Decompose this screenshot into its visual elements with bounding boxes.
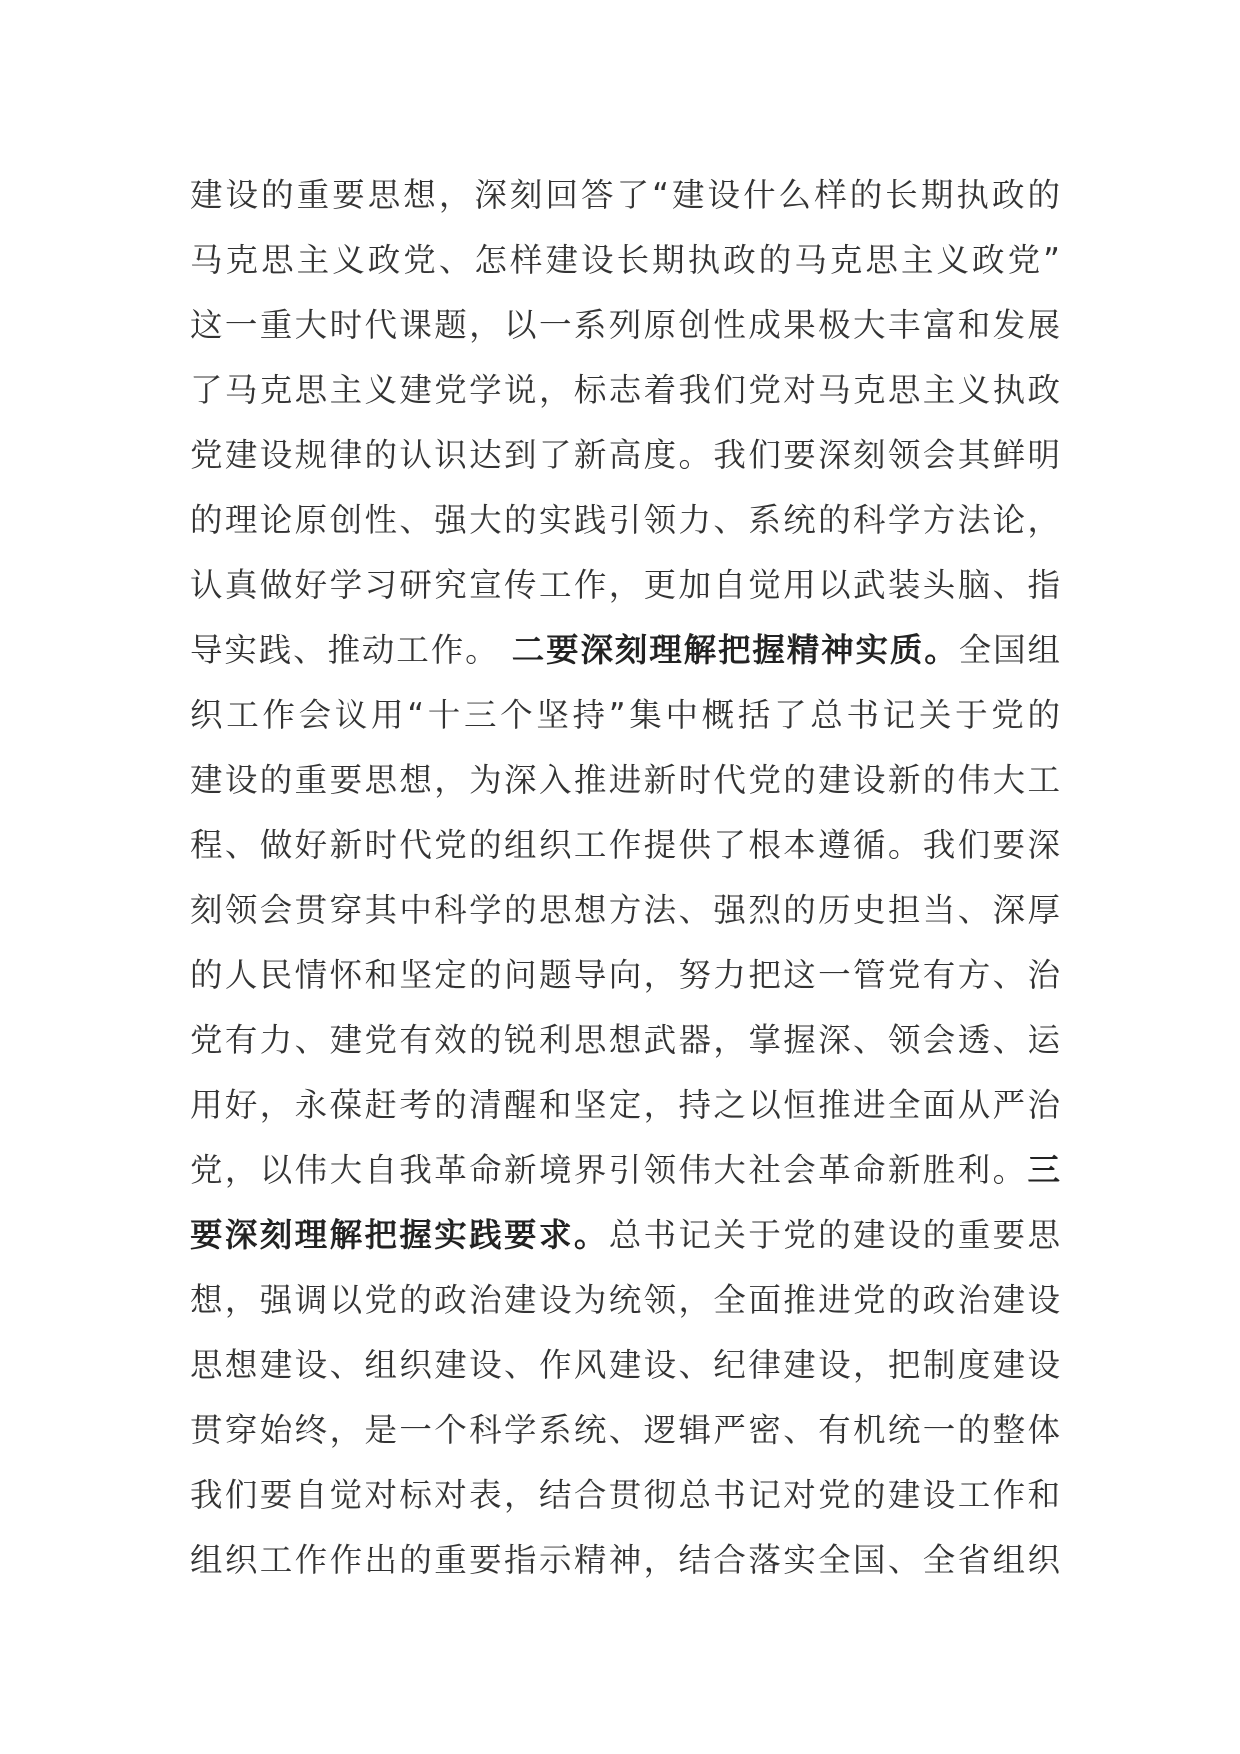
line-18-text: 想，强调以党的政治建设为统领，全面推进党的政治建设 — [190, 1281, 1060, 1319]
line-8-text-tail: 全国组 — [958, 631, 1060, 669]
line-22-text: 组织工作作出的重要指示精神，结合落实全国、全省组织 — [190, 1541, 1060, 1579]
text-line — [190, 683, 1060, 748]
text-line — [190, 293, 1060, 358]
section-heading-3: 要深刻理解把握实践要求。 — [190, 1216, 609, 1254]
line-21-text: 我们要自觉对标对表，结合贯彻总书记对党的建设工作和 — [190, 1476, 1060, 1514]
line-12-text: 刻领会贯穿其中科学的思想方法、强烈的历史担当、深厚 — [190, 891, 1060, 929]
text-line — [190, 1073, 1060, 1138]
line-5-text: 党建设规律的认识达到了新高度。我们要深刻领会其鲜明 — [190, 436, 1060, 474]
text-line — [190, 943, 1060, 1008]
line-9-text: 织工作会议用“十三个坚持”集中概括了总书记关于党的 — [190, 696, 1060, 734]
text-line — [190, 1333, 1060, 1398]
text-line — [190, 748, 1060, 813]
section-heading-3-start: 三 — [1027, 1151, 1060, 1189]
line-4-text: 了马克思主义建党学说，标志着我们党对马克思主义执政 — [190, 371, 1060, 409]
line-11-text: 程、做好新时代党的组织工作提供了根本遵循。我们要深 — [190, 826, 1060, 864]
line-7-text: 认真做好学习研究宣传工作，更加自觉用以武装头脑、指 — [190, 566, 1060, 604]
line-2-text: 马克思主义政党、怎样建设长期执政的马克思主义政党” — [190, 241, 1060, 279]
line-17-text-tail: 总书记关于党的建设的重要思 — [608, 1216, 1060, 1254]
text-line — [190, 1463, 1060, 1528]
text-line — [190, 1138, 1060, 1203]
line-19-text: 思想建设、组织建设、作风建设、纪律建设，把制度建设 — [190, 1346, 1060, 1384]
text-line — [190, 1528, 1060, 1593]
line-3-text: 这一重大时代课题，以一系列原创性成果极大丰富和发展 — [190, 306, 1060, 344]
text-line — [190, 1008, 1060, 1073]
line-15-text: 用好，永葆赶考的清醒和坚定，持之以恒推进全面从严治 — [190, 1086, 1060, 1124]
text-line — [190, 358, 1060, 423]
section-heading-2: 二要深刻理解把握精神实质。 — [511, 631, 959, 669]
text-line — [190, 1203, 1060, 1268]
line-1-text: 建设的重要思想，深刻回答了“建设什么样的长期执政的 — [190, 176, 1060, 214]
line-10-text: 建设的重要思想，为深入推进新时代党的建设新的伟大工 — [190, 761, 1060, 799]
line-8-text: 导实践、推动工作。 — [190, 631, 512, 669]
text-line — [190, 553, 1060, 618]
text-line — [190, 228, 1060, 293]
text-line — [190, 878, 1060, 943]
text-line — [190, 813, 1060, 878]
line-20-text: 贯穿始终，是一个科学系统、逻辑严密、有机统一的整体 — [190, 1411, 1060, 1449]
text-line — [190, 618, 1060, 683]
line-16-text: 党，以伟大自我革命新境界引领伟大社会革命新胜利。 — [190, 1151, 1028, 1189]
text-line — [190, 163, 1060, 228]
line-6-text: 的理论原创性、强大的实践引领力、系统的科学方法论， — [190, 501, 1060, 539]
text-line — [190, 1398, 1060, 1463]
text-line — [190, 1268, 1060, 1333]
text-line — [190, 423, 1060, 488]
line-13-text: 的人民情怀和坚定的问题导向，努力把这一管党有方、治 — [190, 956, 1060, 994]
line-14-text: 党有力、建党有效的锐利思想武器，掌握深、领会透、运 — [190, 1021, 1060, 1059]
body-text — [190, 163, 1060, 1593]
text-line — [190, 488, 1060, 553]
